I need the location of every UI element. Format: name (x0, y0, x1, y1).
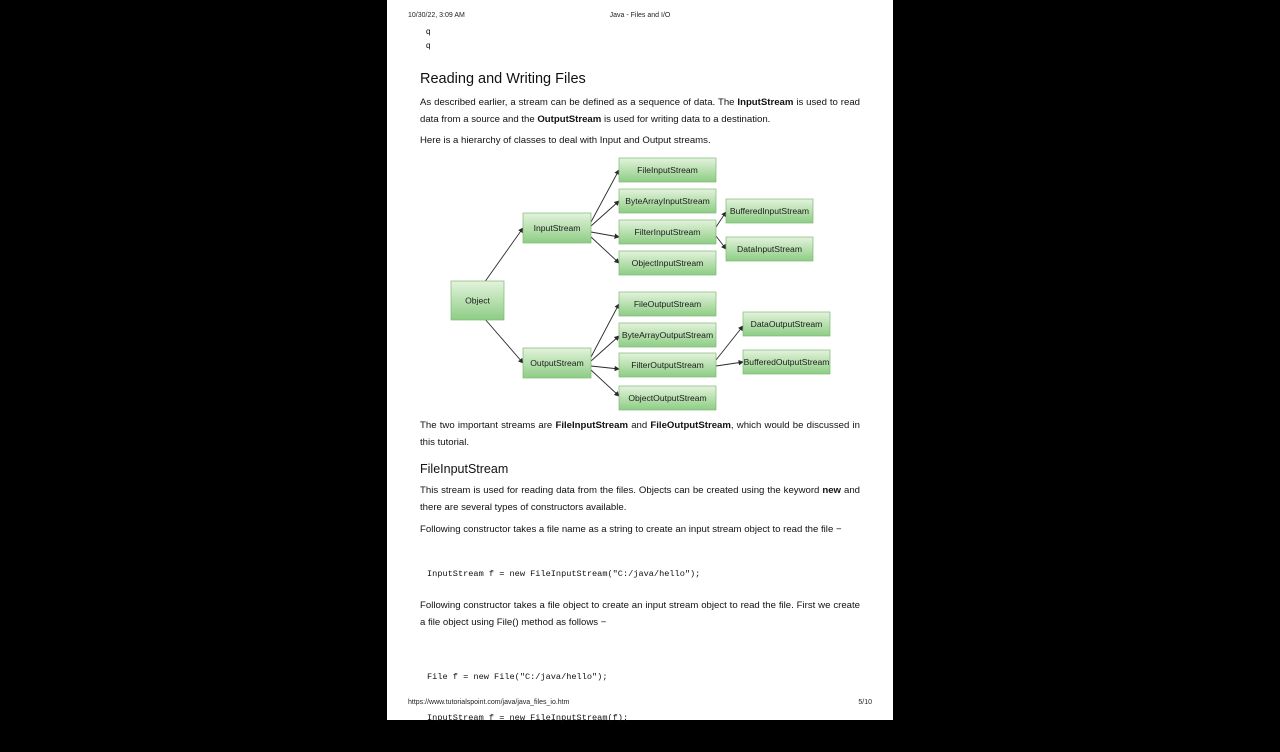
node-output-stream (523, 348, 591, 378)
code-block-1 (427, 568, 700, 582)
node-file-input-stream (619, 158, 716, 182)
header-title: Java - Files and I/O (609, 12, 671, 19)
paragraph-constructor-string: Following constructor takes a file name as a string to create an input stream object to read the file − (420, 524, 842, 535)
footer-url: https://www.tutorialspoint.com/java/java_files_io.htm (408, 699, 570, 706)
node-byte-array-output-stream-label: ByteArrayOutputStream (621, 330, 714, 340)
code-line: InputStream f = new FileInputStream(f); (427, 712, 629, 723)
code-block-2 (427, 644, 628, 752)
section-title: Reading and Writing Files (420, 71, 586, 87)
node-byte-array-output-stream (619, 323, 716, 347)
code-line: InputStream f = new FileInputStream("C:/java/hello"); (427, 569, 701, 579)
bullet-marker: q (426, 41, 431, 50)
node-object-input-stream-label: ObjectInputStream (631, 258, 704, 268)
footer-page-number: 5/10 (858, 699, 872, 706)
node-buffered-input-stream-label: BufferedInputStream (729, 206, 810, 216)
node-object (451, 281, 504, 320)
node-byte-array-input-stream (619, 189, 716, 213)
node-file-input-stream-label: FileInputStream (637, 165, 698, 175)
code-line: File f = new File("C:/java/hello"); (427, 672, 608, 682)
node-buffered-output-stream (743, 350, 830, 374)
node-file-output-stream-label: FileOutputStream (633, 299, 702, 309)
node-data-input-stream (726, 237, 813, 261)
node-buffered-output-stream-label: BufferedOutputStream (743, 357, 830, 367)
node-object-label: Object (465, 295, 490, 306)
node-object-input-stream (619, 251, 716, 275)
paragraph-intro: As described earlier, a stream can be defined as a sequence of data. The InputStream is used to read data from a source and the OutputStream is used for writing data to a destination. (420, 97, 860, 125)
paragraph-fileinputstream-intro: This stream is used for reading data from the files. Objects can be created using the keyword new and there are several types of constructors available. (420, 485, 860, 513)
bullet-marker: q (426, 27, 431, 36)
node-filter-output-stream (619, 353, 716, 377)
header-datetime: 10/30/22, 3:09 AM (408, 12, 465, 19)
node-file-output-stream (619, 292, 716, 316)
node-data-input-stream-label: DataInputStream (737, 244, 802, 254)
paragraph-constructor-file: Following constructor takes a file object to create an input stream object to read the file. First we create a file object using File() method as follows − (420, 600, 860, 628)
node-filter-input-stream-label: FilterInputStream (634, 227, 701, 237)
subsection-title: FileInputStream (420, 462, 509, 476)
node-filter-input-stream (619, 220, 716, 244)
node-filter-output-stream-label: FilterOutputStream (631, 360, 704, 370)
node-data-output-stream (743, 312, 830, 336)
node-data-output-stream-label: DataOutputStream (750, 319, 823, 329)
node-buffered-input-stream (726, 199, 813, 223)
node-object-output-stream-label: ObjectOutputStream (628, 393, 707, 403)
node-input-stream-label: InputStream (533, 223, 581, 233)
node-output-stream-label: OutputStream (530, 358, 584, 368)
paragraph-hierarchy: Here is a hierarchy of classes to deal with Input and Output streams. (420, 135, 711, 146)
node-byte-array-input-stream-label: ByteArrayInputStream (625, 196, 710, 206)
node-input-stream (523, 213, 591, 243)
paragraph-important-streams: The two important streams are FileInputStream and FileOutputStream, which would be discussed in this tutorial. (420, 420, 861, 448)
node-object-output-stream (619, 386, 716, 410)
document-page (387, 0, 893, 723)
